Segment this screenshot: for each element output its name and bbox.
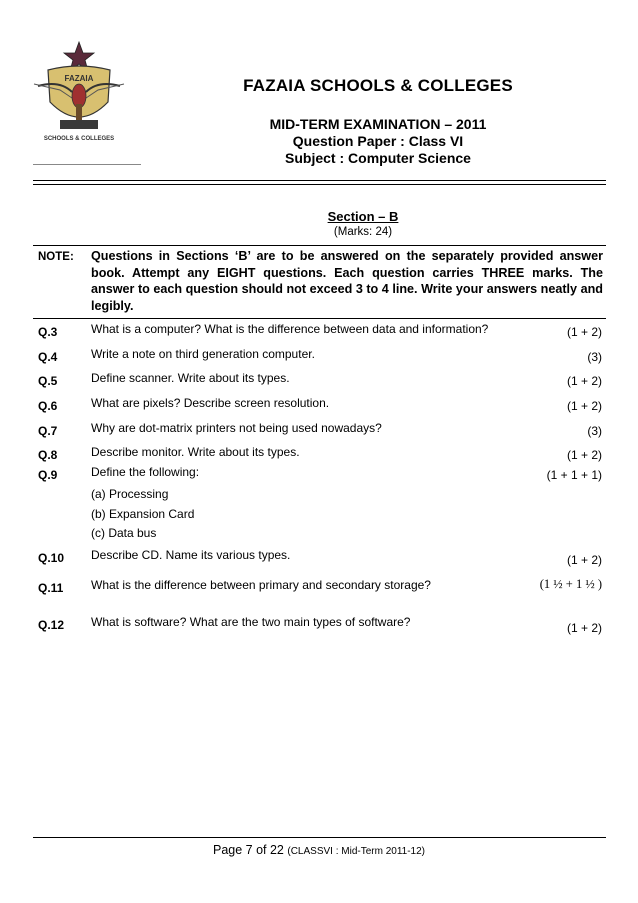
question-number: Q.5 (38, 374, 58, 388)
question-marks: (1 + 2) (566, 448, 602, 462)
question-number: Q.6 (38, 399, 58, 413)
school-name: FAZAIA SCHOOLS & COLLEGES (243, 76, 513, 95)
exam-title: MID-TERM EXAMINATION – 2011 (269, 116, 487, 132)
exam-header (150, 116, 606, 167)
paper-subject: Subject : Computer Science (285, 150, 471, 166)
section-marks: (Marks: 24) (333, 226, 393, 238)
question-text: What is software? What are the two main types of software? (91, 615, 411, 629)
question-part: (a) Processing (91, 487, 169, 501)
question-text: Why are dot-matrix printers not being used nowadays? (91, 421, 382, 435)
question-part: (b) Expansion Card (91, 507, 195, 521)
question-marks: (1 + 2) (566, 374, 602, 388)
logo-arc-bottom-text: SCHOOLS & COLLEGES (43, 136, 115, 142)
question-marks: (1 ½ + 1 ½ ) (539, 577, 602, 591)
note-rule-top (33, 245, 606, 246)
question-text: Describe CD. Name its various types. (91, 548, 291, 562)
logo-arc-top-text: FAZAIA (64, 74, 94, 83)
question-text: Define the following: (91, 465, 200, 479)
footer-rule (33, 837, 606, 838)
question-number: Q.12 (38, 618, 65, 632)
question-text: What is a computer? What is the difference between data and information? (91, 322, 489, 336)
school-logo (30, 40, 128, 144)
page-number: Page 7 of 22 (212, 843, 284, 857)
question-number: Q.10 (38, 551, 65, 565)
note-label: NOTE: (38, 251, 74, 263)
header-rule (33, 180, 606, 181)
question-marks: (3) (587, 350, 602, 364)
note-rule-bottom (33, 318, 606, 319)
page-footer (0, 843, 638, 857)
question-number: Q.4 (38, 350, 58, 364)
question-number: Q.7 (38, 424, 58, 438)
signature-line (33, 164, 141, 165)
logo-emblem-icon (30, 40, 128, 144)
question-marks: (1 + 1 + 1) (546, 468, 602, 482)
question-number: Q.9 (38, 468, 58, 482)
question-marks: (1 + 2) (566, 621, 602, 635)
question-number: Q.8 (38, 448, 58, 462)
question-text: Write a note on third generation computer. (91, 347, 315, 361)
header-rule-double (33, 184, 606, 185)
section-title (150, 209, 576, 224)
question-text: Describe monitor. Write about its types. (91, 445, 300, 459)
question-text: What are pixels? Describe screen resolution. (91, 396, 330, 410)
note-text: Questions in Sections ‘B’ are to be answered on the separately provided answer book. Attempt any EIGHT questions. Each question carries THREE marks. The answer to each question should not exceed 3 to 4 line. Write your answers neatly and legibly. (91, 249, 603, 313)
question-marks: (1 + 2) (566, 325, 602, 339)
question-text: Define scanner. Write about its types. (91, 371, 290, 385)
question-part: (c) Data bus (91, 526, 157, 540)
question-number: Q.3 (38, 325, 58, 339)
footer-info: (CLASSVI : Mid-Term 2011-12) (287, 846, 426, 857)
question-marks: (1 + 2) (566, 399, 602, 413)
question-text: What is the difference between primary and secondary storage? (91, 578, 431, 592)
section-title-text: Section – B (327, 209, 399, 224)
question-marks: (1 + 2) (566, 553, 602, 567)
question-marks: (3) (587, 424, 602, 438)
paper-class: Question Paper : Class VI (292, 133, 464, 149)
question-number: Q.11 (38, 581, 64, 595)
